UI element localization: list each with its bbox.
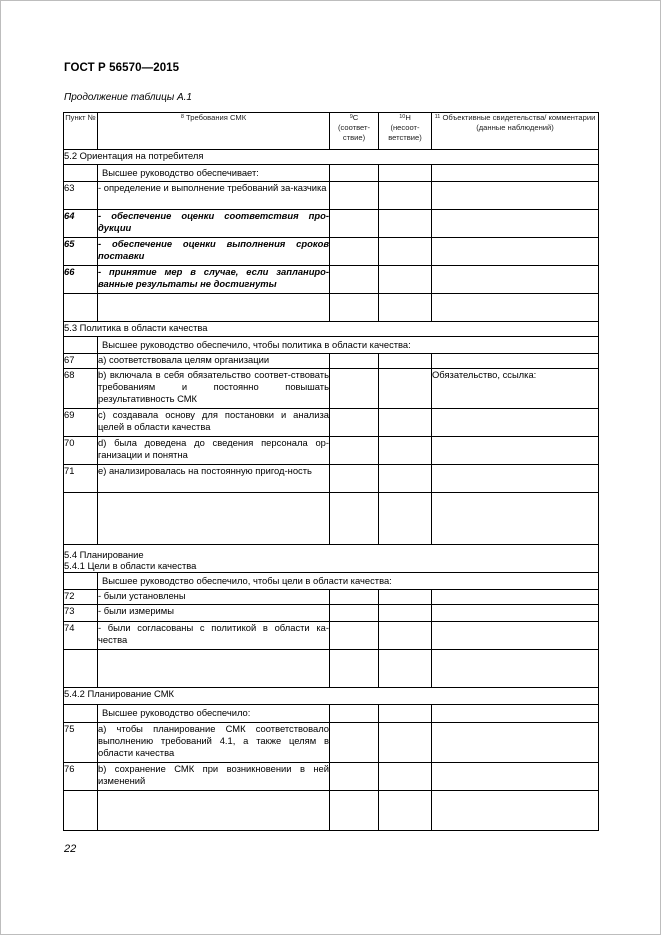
requirement-text: - были установлены [98,590,330,605]
evidence-cell[interactable] [432,409,599,437]
conformity-cell[interactable] [330,165,379,182]
conformity-cell[interactable] [330,622,379,650]
table-row [64,763,599,791]
table-row [64,210,599,238]
requirement-text: - обеспечение оценки выполнения сроков поставки [98,238,330,266]
section-heading-row [64,322,599,337]
evidence-cell[interactable] [432,650,599,688]
evidence-cell[interactable] [432,266,599,294]
item-number: 71 [64,465,98,493]
table-row [64,369,599,409]
requirement-text: b) включала в себя обязательство соответ-ствовать требованиям и постоянно повышать результативность СМК [98,369,330,409]
evidence-cell[interactable] [432,354,599,369]
evidence-cell[interactable] [432,590,599,605]
nonconformity-cell[interactable] [379,791,432,831]
table-row [64,723,599,763]
nonconformity-cell[interactable] [379,409,432,437]
requirement-cell[interactable] [98,791,330,831]
nonconformity-cell[interactable] [379,165,432,182]
evidence-cell[interactable] [432,165,599,182]
conformity-cell[interactable] [330,182,379,210]
header-item-number: Пункт № [64,113,98,150]
table-row [64,409,599,437]
item-number: 65 [64,238,98,266]
conformity-cell[interactable] [330,294,379,322]
conformity-cell[interactable] [330,266,379,294]
item-number: 72 [64,590,98,605]
header-nonconformity: $^{10}$Н (несоот-ветствие) [379,113,432,150]
nonconformity-cell[interactable] [379,266,432,294]
conformity-cell[interactable] [330,723,379,763]
table-row [64,266,599,294]
section-heading-row [64,545,599,573]
section-intro-text: Высшее руководство обеспечило, чтобы политика в области качества: [98,337,599,354]
nonconformity-cell[interactable] [379,723,432,763]
table-row [64,182,599,210]
evidence-cell[interactable] [432,763,599,791]
conformity-cell[interactable] [330,409,379,437]
item-number: 75 [64,723,98,763]
empty-row [64,650,599,688]
header-conformity: $^9$С (соответ-ствие) [330,113,379,150]
qms-requirements-table [63,112,599,831]
section-intro-text: Высшее руководство обеспечило, чтобы цели в области качества: [98,573,599,590]
nonconformity-cell[interactable] [379,590,432,605]
requirement-text: а) чтобы планирование СМК соответствовало выполнению требований 4.1, а также целям в области качества [98,723,330,763]
item-number: 76 [64,763,98,791]
conformity-cell[interactable] [330,493,379,545]
conformity-cell[interactable] [330,437,379,465]
conformity-cell[interactable] [330,590,379,605]
evidence-cell[interactable] [432,294,599,322]
nonconformity-cell[interactable] [379,493,432,545]
requirement-cell[interactable] [98,493,330,545]
requirement-text: - были измеримы [98,605,330,622]
nonconformity-cell[interactable] [379,465,432,493]
item-number: 73 [64,605,98,622]
empty-row [64,493,599,545]
empty-row [64,791,599,831]
evidence-cell[interactable] [432,493,599,545]
conformity-cell[interactable] [330,465,379,493]
requirement-text: - принятие мер в случае, если запланиро-ванные результаты не достигнуты [98,266,330,294]
nonconformity-cell[interactable] [379,354,432,369]
section-intro-row [64,165,599,182]
evidence-cell[interactable] [432,791,599,831]
nonconformity-cell[interactable] [379,369,432,409]
requirement-text: b) сохранение СМК при возникновении в ней изменений [98,763,330,791]
conformity-cell[interactable] [330,210,379,238]
nonconformity-cell[interactable] [379,294,432,322]
evidence-cell[interactable] [432,182,599,210]
table-row [64,590,599,605]
conformity-cell[interactable] [330,650,379,688]
requirement-text: d) была доведена до сведения персонала ор-ганизации и понятна [98,437,330,465]
item-number: 64 [64,210,98,238]
table-continuation-caption: Продолжение таблицы А.1 [64,92,192,103]
section-title: 5.2 Ориентация на потребителя [64,150,599,165]
item-number: 70 [64,437,98,465]
item-number: 69 [64,409,98,437]
nonconformity-cell[interactable] [379,763,432,791]
requirement-text: - были согласованы с политикой в области ка-чества [98,622,330,650]
evidence-cell[interactable] [432,465,599,493]
header-requirements: $^8$ Требования СМК [98,113,330,150]
nonconformity-cell[interactable] [379,605,432,622]
conformity-cell[interactable] [330,238,379,266]
table-row [64,354,599,369]
section-intro-text: Высшее руководство обеспечивает: [98,165,330,182]
section-intro-row [64,337,599,354]
evidence-cell[interactable] [432,622,599,650]
empty-row [64,294,599,322]
requirement-cell[interactable] [98,294,330,322]
conformity-cell[interactable] [330,705,379,723]
evidence-cell[interactable] [432,723,599,763]
evidence-cell[interactable] [432,605,599,622]
requirement-cell[interactable] [98,650,330,688]
nonconformity-cell[interactable] [379,650,432,688]
nonconformity-cell[interactable] [379,238,432,266]
section-intro-text: Высшее руководство обеспечило: [98,705,330,723]
conformity-cell[interactable] [330,763,379,791]
requirement-text: - обеспечение оценки соответствия про-дукции [98,210,330,238]
table-row [64,437,599,465]
requirement-text: а) соответствовала целям организации [98,354,330,369]
item-number: 63 [64,182,98,210]
evidence-cell[interactable] [432,437,599,465]
section-intro-row [64,573,599,590]
conformity-cell[interactable] [330,791,379,831]
table-header-row [64,113,599,150]
section-title: 5.3 Политика в области качества [64,322,599,337]
nonconformity-cell[interactable] [379,210,432,238]
section-title: 5.4 Планирование 5.4.1 Цели в области качества [64,545,599,573]
nonconformity-cell[interactable] [379,705,432,723]
section-title: 5.4.2 Планирование СМК [64,688,599,705]
section-intro-row [64,705,599,723]
nonconformity-cell[interactable] [379,622,432,650]
section-heading-row [64,150,599,165]
conformity-cell[interactable] [330,369,379,409]
nonconformity-cell[interactable] [379,437,432,465]
requirement-text: е) анализировалась на постоянную пригод-ность [98,465,330,493]
evidence-cell[interactable] [432,705,599,723]
section-heading-row [64,688,599,705]
evidence-cell[interactable] [432,238,599,266]
evidence-cell[interactable]: Обязательство, ссылка: [432,369,599,409]
table-row [64,465,599,493]
header-evidence: $^{11}$ Объективные свидетельства/ комментарии (данные наблюдений) [432,113,599,150]
document-title: ГОСТ Р 56570—2015 [64,62,180,74]
item-number: 74 [64,622,98,650]
item-number: 67 [64,354,98,369]
table-row [64,622,599,650]
evidence-cell[interactable] [432,210,599,238]
conformity-cell[interactable] [330,354,379,369]
nonconformity-cell[interactable] [379,182,432,210]
item-number: 66 [64,266,98,294]
page-number: 22 [64,843,77,855]
table-row [64,605,599,622]
item-number: 68 [64,369,98,409]
requirement-text: c) создавала основу для постановки и анализа целей в области качества [98,409,330,437]
table-row [64,238,599,266]
conformity-cell[interactable] [330,605,379,622]
requirement-text: - определение и выполнение требований за-казчика [98,182,330,210]
